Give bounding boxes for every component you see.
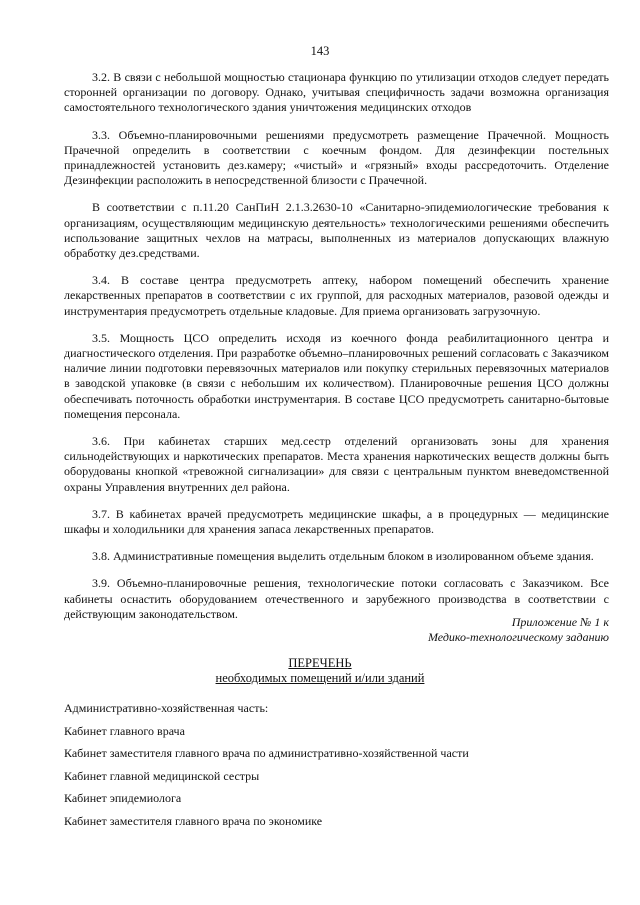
rooms-list	[64, 701, 609, 836]
list-item: Кабинет главного врача	[64, 723, 185, 738]
appendix-note	[330, 615, 609, 645]
list-heading: ПЕРЕЧЕНЬ	[288, 656, 352, 670]
appendix-line-1: Приложение № 1 к	[511, 615, 609, 629]
paragraph-3-8: 3.8. Административные помещения выделить отдельным блоком в изолированном объеме здания.	[92, 549, 594, 564]
list-title	[0, 656, 640, 686]
paragraph-3-3: 3.3. Объемно-планировочными решениями предусмотреть размещение Прачечной. Мощность Прачечной определить в соответствии с коечным фондом. Для дезинфекции постельных принадлежностей установить дез.камеру; «чистый» и «грязный» входы рассредоточить. Отделение Дезинфекции расположить в непосредственной близости с Прачечной.	[64, 127, 609, 188]
paragraph-3-4: 3.4. В составе центра предусмотреть аптеку, набором помещений обеспечить хранение лекарственных препаратов в соответствии с их группой, для расходных материалов, разовой одежды и инструментария предусмотреть отдельные кладовые. Для приема организовать загрузочную.	[64, 273, 609, 318]
paragraph-3-9: 3.9. Объемно-планировочные решения, технологические потоки согласовать с Заказчиком. Все кабинеты оснастить оборудованием отечественного и зарубежного производства в соответствии с действующим законодательством.	[64, 576, 609, 621]
list-item: Административно-хозяйственная часть:	[64, 701, 269, 715]
list-subheading: необходимых помещений и/или зданий	[215, 671, 425, 685]
paragraph-3-7: 3.7. В кабинетах врачей предусмотреть медицинские шкафы, а в процедурных — медицинские шкафы и холодильники для хранения запаса лекарственных препаратов.	[64, 506, 609, 537]
paragraph-3-5: 3.5. Мощность ЦСО определить исходя из коечного фонда реабилитационного центра и диагностического отделения. При разработке объемно–планировочных решений согласовать с Заказчиком наличие линии подготовки перевязочных материалов или покупку стерильных перевязочных материалов в заводской упаковке (в связи с небольшим их количеством). Планировочные решения ЦСО должны обеспечивать поточность обработки инструментария. В составе ЦСО предусмотреть санитарно-бытовые помещения персонала.	[64, 330, 609, 421]
paragraph-3-2: 3.2. В связи с небольшой мощностью стационара функцию по утилизации отходов следует передать сторонней организации по договору. Однако, учитывая специфичность задачи возможна организация самостоятельного технологического здания уничтожения медицинских отходов	[64, 70, 609, 115]
appendix-line-2: Медико-технологическому заданию	[427, 630, 609, 644]
body-text	[64, 70, 609, 634]
list-item: Кабинет главной медицинской сестры	[64, 768, 260, 783]
paragraph-3-6: 3.6. При кабинетах старших мед.сестр отделений организовать зоны для хранения сильнодействующих и наркотических препаратов. Места хранения наркотических веществ должны быть оборудованы кнопкой «тревожной сигнализации» для связи с центральным пунктом вневедомственной охраны Управления внутренних дел района.	[64, 434, 609, 494]
list-item: Кабинет эпидемиолога	[64, 791, 182, 805]
list-item: Кабинет заместителя главного врача по экономике	[64, 813, 323, 828]
paragraph-sanpin: В соответствии с п.11.20 СанПиН 2.1.3.2630-10 «Санитарно-эпидемиологические требования к организациям, осуществляющим медицинскую деятельность» технологическими решениями обеспечить использование защитных чехлов на матрасы, выполненных из материалов допускающих влажную обработку дез.средствами.	[64, 200, 609, 261]
page-number: 143	[310, 44, 330, 58]
list-item: Кабинет заместителя главного врача по административно-хозяйственной части	[64, 746, 469, 760]
